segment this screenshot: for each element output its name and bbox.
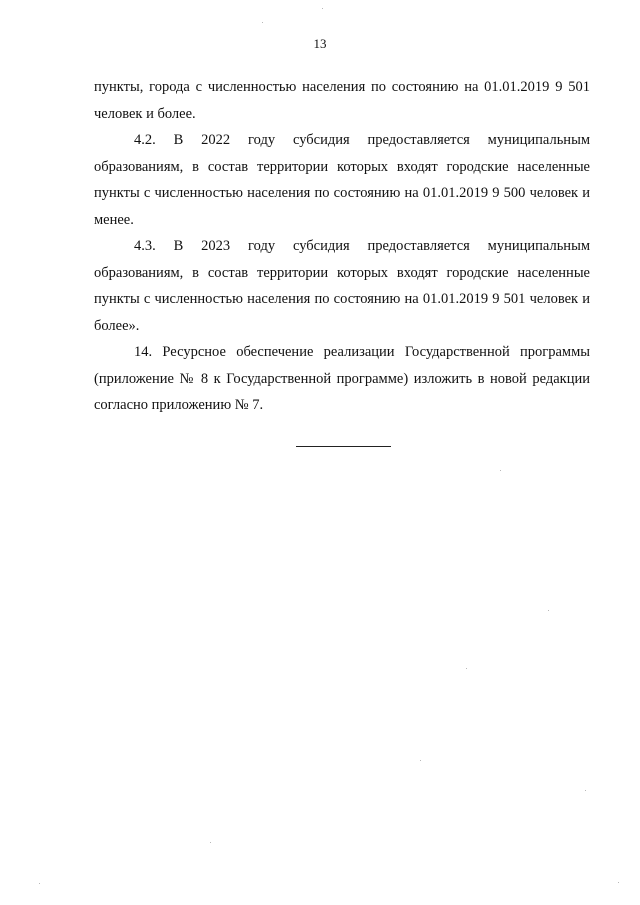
paragraph-continuation: пункты, города с численностью населения по состоянию на 01.01.2019 9 501 человек и более. xyxy=(94,79,590,122)
end-divider-line xyxy=(296,446,391,447)
scan-speck xyxy=(548,610,549,611)
scan-speck xyxy=(262,22,263,23)
paragraph-14: 14. Ресурсное обеспечение реализации Государственной программы (приложение № 8 к Государственной программе) изложить в новой редакции согласно приложению № 7. xyxy=(94,344,590,413)
page-number: 13 xyxy=(313,36,327,51)
scan-speck xyxy=(618,882,619,883)
paragraph-4-2: 4.2. В 2022 году субсидия предоставляется муниципальным образованиям, в состав территории которых входят городские населенные пункты с численностью населения по состоянию на 01.01.2019 9 500 человек и менее. xyxy=(94,132,590,228)
scan-speck xyxy=(585,790,586,791)
scan-speck xyxy=(420,760,421,761)
scan-speck xyxy=(466,668,467,669)
scan-speck xyxy=(322,8,323,9)
scan-speck xyxy=(500,470,501,471)
scan-speck xyxy=(39,883,40,884)
scan-speck xyxy=(210,842,211,843)
document-body xyxy=(94,74,590,419)
paragraph-4-3: 4.3. В 2023 году субсидия предоставляется муниципальным образованиям, в состав территории которых входят городские населенные пункты с численностью населения по состоянию на 01.01.2019 9 501 человек и более». xyxy=(94,238,590,334)
